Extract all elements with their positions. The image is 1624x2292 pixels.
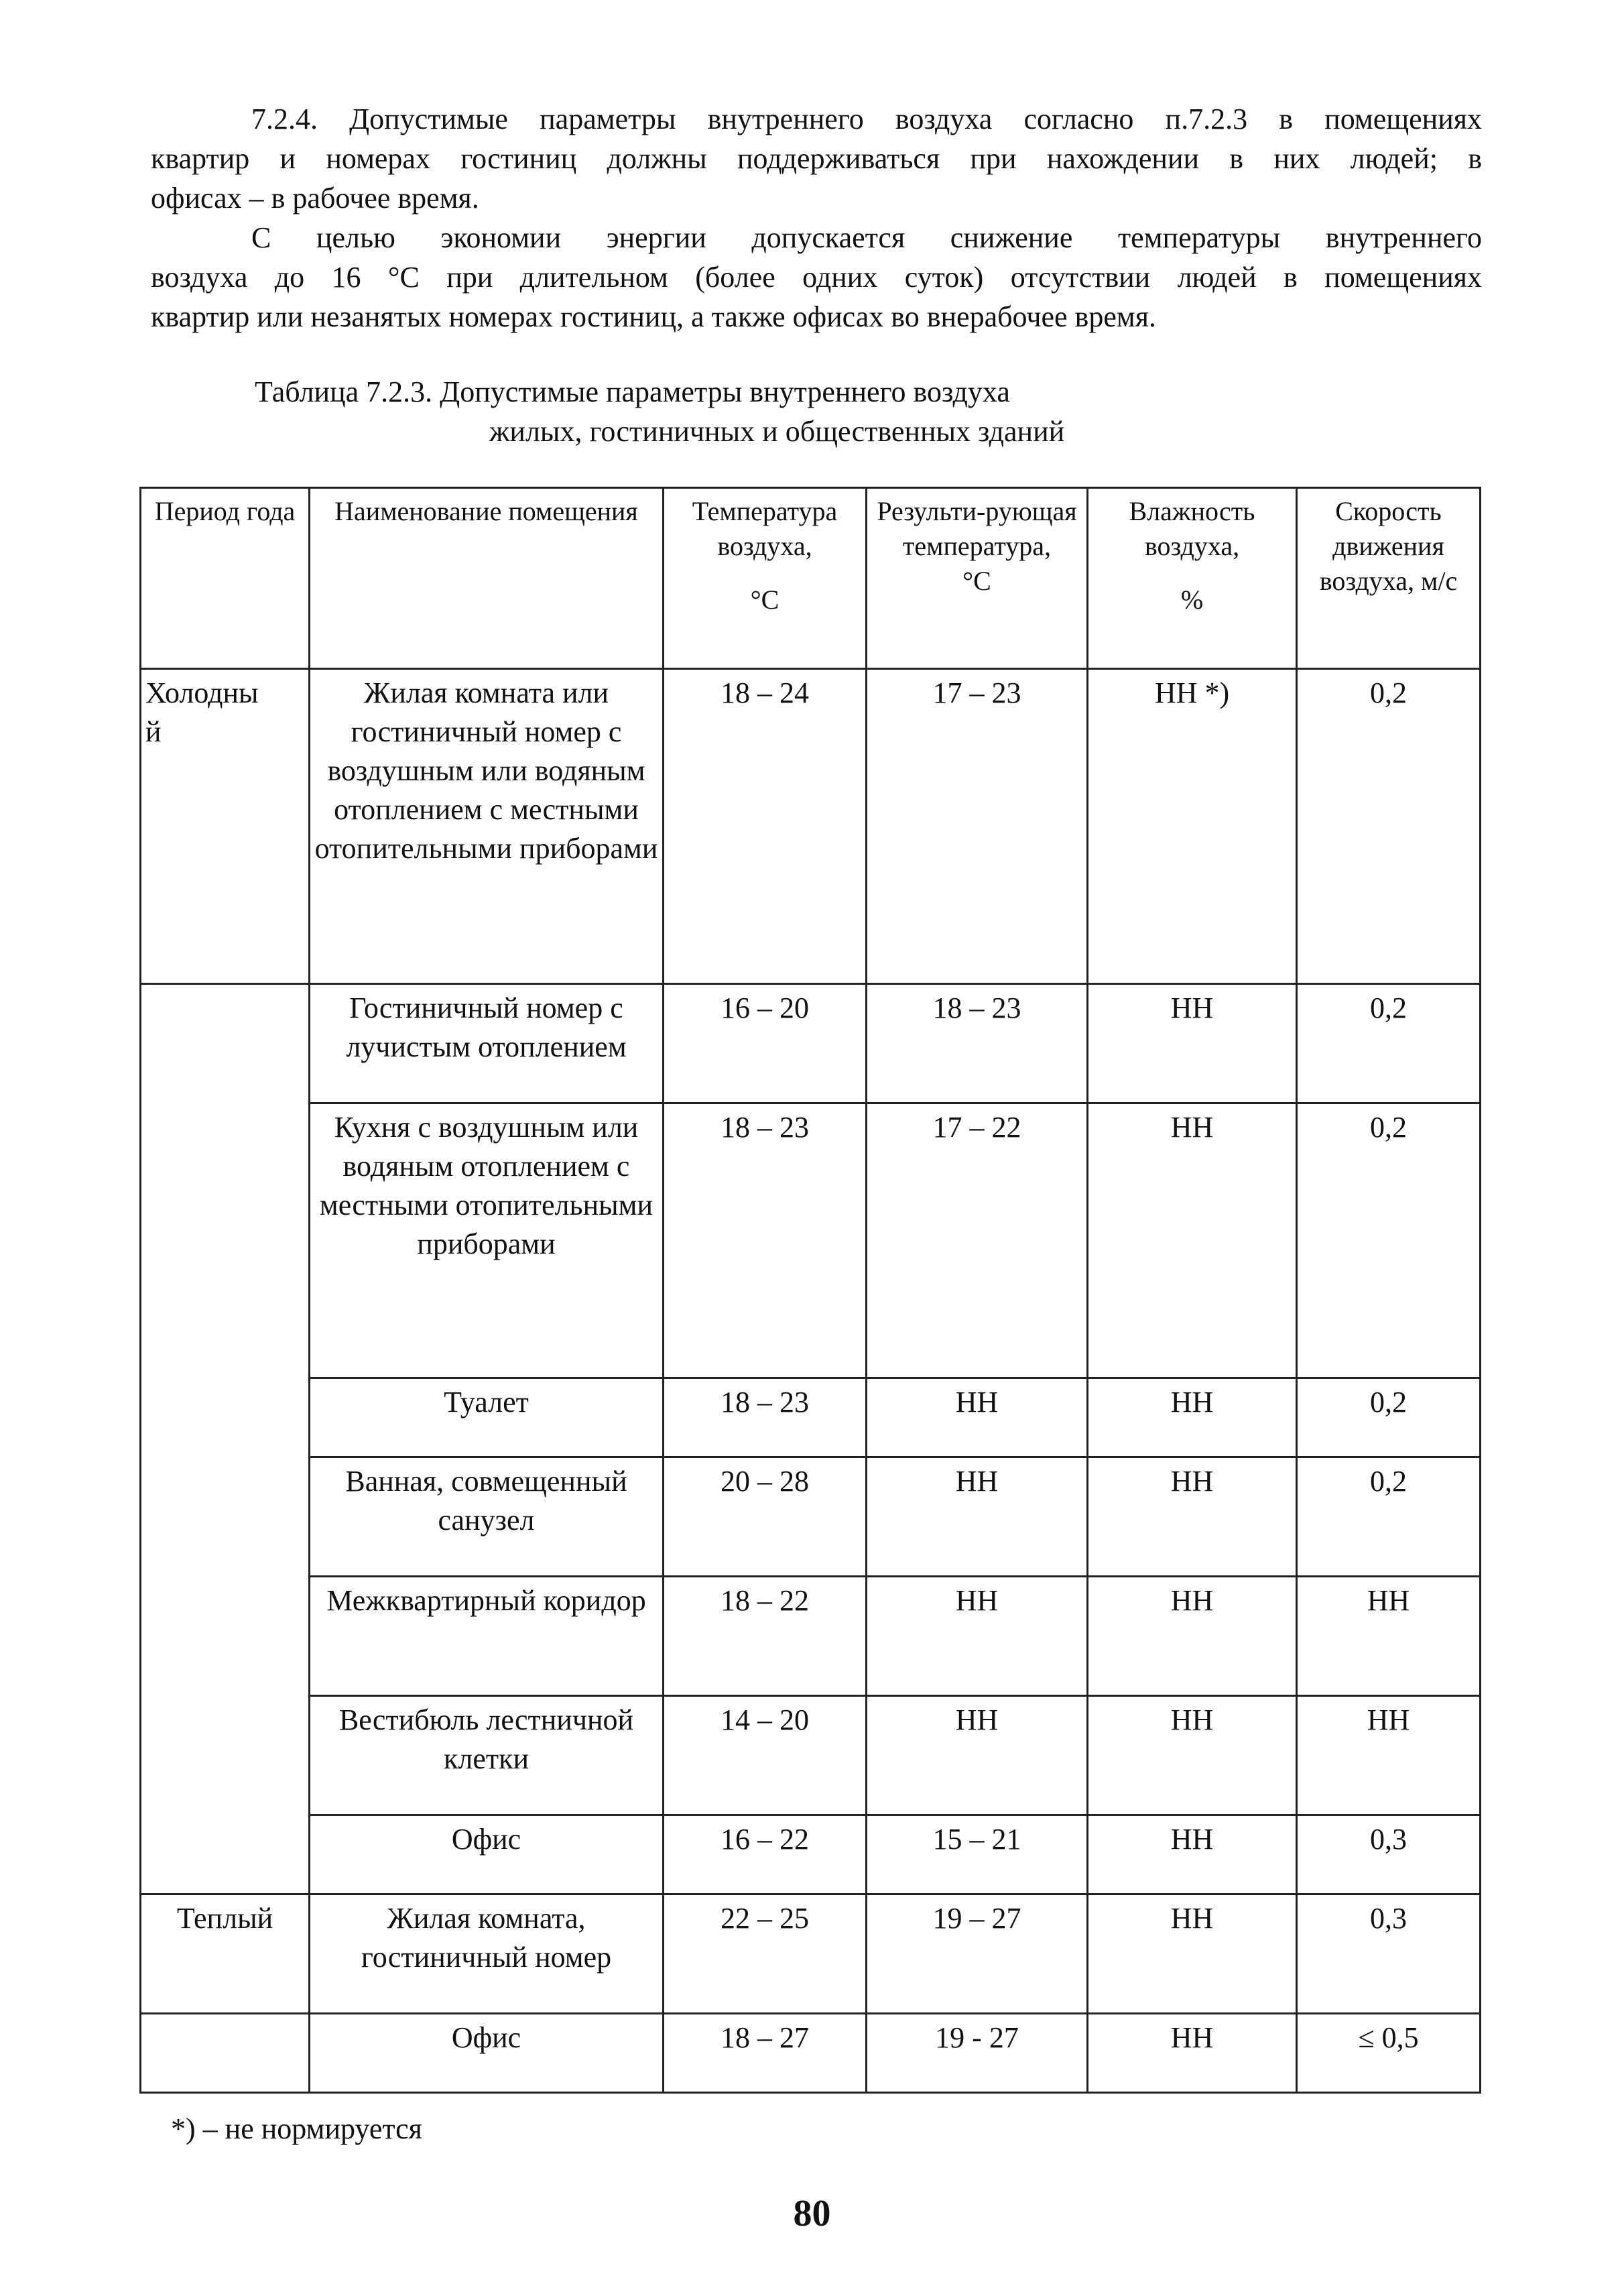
header-result-temp-label: Результи-рующая температура, xyxy=(877,496,1077,561)
cell-air-temp: 16 – 20 xyxy=(664,984,867,1103)
period-cold-cont xyxy=(141,984,310,1103)
cell-room: Жилая комната или гостиничный номер с воздушным или водяным отоплением с местными отопительными приборами xyxy=(310,669,664,984)
paragraph-line: С целью экономии энергии допускается снижение температуры внутреннего xyxy=(251,221,1482,254)
period-warm-end xyxy=(141,2014,310,2093)
cell-room: Вестибюль лестничной клетки xyxy=(310,1696,664,1815)
cell-room: Ванная, совмещенный санузел xyxy=(310,1457,664,1577)
period-cold-cont xyxy=(141,1577,310,1696)
cell-air-temp: 16 – 22 xyxy=(664,1815,867,1894)
cell-humidity: НН xyxy=(1088,1457,1297,1577)
table-caption-title: Таблица 7.2.3. Допустимые параметры внутреннего воздуха xyxy=(255,375,1010,408)
cell-air-temp: 14 – 20 xyxy=(664,1696,867,1815)
paragraph-line: квартир или незанятых номерах гостиниц, а также офисах во внерабочее время. xyxy=(151,300,1156,333)
cell-speed: 0,2 xyxy=(1297,1103,1481,1378)
table-row xyxy=(141,1457,1481,1577)
table-footnote: *) – не нормируется xyxy=(171,2112,422,2145)
table-caption-subtitle: жилых, гостиничных и общественных зданий xyxy=(489,415,1065,448)
header-room: Наименование помещения xyxy=(310,488,664,669)
cell-speed: ≤ 0,5 xyxy=(1297,2014,1481,2093)
period-cold-cont xyxy=(141,1696,310,1815)
cell-air-temp: 18 – 24 xyxy=(664,669,867,984)
cell-humidity: НН xyxy=(1088,1696,1297,1815)
cell-humidity: НН xyxy=(1088,1815,1297,1894)
cell-humidity: НН xyxy=(1088,1894,1297,2014)
paragraph-line: офисах – в рабочее время. xyxy=(151,182,479,215)
header-humidity-unit: % xyxy=(1180,585,1204,615)
table-caption xyxy=(255,372,1064,451)
cell-humidity: НН xyxy=(1088,1378,1297,1457)
cell-humidity: НН xyxy=(1088,1103,1297,1378)
table-header-row xyxy=(141,488,1481,669)
cell-air-temp: 20 – 28 xyxy=(664,1457,867,1577)
cell-humidity: НН xyxy=(1088,1577,1297,1696)
cell-room: Туалет xyxy=(310,1378,664,1457)
cell-room: Кухня с воздушным или водяным отоплением с местными отопительными приборами xyxy=(310,1103,664,1378)
paragraph-line: 7.2.4. Допустимые параметры внутреннего воздуха согласно п.7.2.3 в помещениях xyxy=(251,103,1482,135)
page-number: 80 xyxy=(793,2193,831,2234)
header-result-temp xyxy=(867,488,1088,669)
cell-room: Гостиничный номер с лучистым отоплением xyxy=(310,984,664,1103)
header-humidity xyxy=(1088,488,1297,669)
cell-result-temp: 19 – 27 xyxy=(867,1894,1088,2014)
cell-speed: 0,3 xyxy=(1297,1894,1481,2014)
cell-humidity: НН *) xyxy=(1088,669,1297,984)
paragraph-7-2-4 xyxy=(151,99,1482,218)
cell-speed: 0,2 xyxy=(1297,1457,1481,1577)
cell-result-temp: 15 – 21 xyxy=(867,1815,1088,1894)
cell-result-temp: 19 - 27 xyxy=(867,2014,1088,2093)
period-cold-line1: Холодны xyxy=(145,676,259,709)
cell-speed: 0,2 xyxy=(1297,1378,1481,1457)
period-warm xyxy=(141,1894,310,2014)
period-cold-end xyxy=(141,1815,310,1894)
table-row xyxy=(141,1378,1481,1457)
cell-result-temp: 17 – 23 xyxy=(867,669,1088,984)
cell-result-temp: 18 – 23 xyxy=(867,984,1088,1103)
header-humidity-label: Влажность воздуха, xyxy=(1129,496,1255,561)
cell-room: Межквартирный коридор xyxy=(310,1577,664,1696)
cell-room: Офис xyxy=(310,1815,664,1894)
cell-room: Офис xyxy=(310,2014,664,2093)
header-speed: Скорость движения воздуха, м/с xyxy=(1297,488,1481,669)
cell-air-temp: 18 – 23 xyxy=(664,1378,867,1457)
cell-speed: НН xyxy=(1297,1577,1481,1696)
cell-result-temp: 17 – 22 xyxy=(867,1103,1088,1378)
period-cold-cont xyxy=(141,1457,310,1577)
table-row xyxy=(141,1696,1481,1815)
table-row xyxy=(141,1577,1481,1696)
period-warm-label: Теплый xyxy=(176,1902,273,1935)
header-air-temp-label: Температура воздуха, xyxy=(692,496,838,561)
header-air-temp-unit: °С xyxy=(750,585,779,615)
cell-air-temp: 22 – 25 xyxy=(664,1894,867,2014)
cell-humidity: НН xyxy=(1088,984,1297,1103)
period-cold xyxy=(141,669,310,984)
cell-room: Жилая комната, гостиничный номер xyxy=(310,1894,664,2014)
table-row xyxy=(141,1103,1481,1378)
table-row xyxy=(141,984,1481,1103)
period-cold-line2: й xyxy=(145,715,162,748)
cell-speed: 0,2 xyxy=(1297,984,1481,1103)
paragraph-line: воздуха до 16 °С при длительном (более одних суток) отсутствии людей в помещениях xyxy=(151,261,1482,294)
paragraph-line: квартир и номерах гостиниц должны поддерживаться при нахождении в них людей; в xyxy=(151,142,1482,175)
cell-result-temp: НН xyxy=(867,1378,1088,1457)
header-air-temp xyxy=(664,488,867,669)
paragraph-energy-saving xyxy=(151,218,1482,337)
period-cold-cont xyxy=(141,1378,310,1457)
cell-air-temp: 18 – 22 xyxy=(664,1577,867,1696)
period-cold-cont xyxy=(141,1103,310,1378)
header-period: Период года xyxy=(141,488,310,669)
air-parameters-table xyxy=(139,487,1481,2094)
cell-air-temp: 18 – 27 xyxy=(664,2014,867,2093)
cell-speed: НН xyxy=(1297,1696,1481,1815)
cell-air-temp: 18 – 23 xyxy=(664,1103,867,1378)
header-result-temp-unit: °С xyxy=(962,566,991,596)
cell-result-temp: НН xyxy=(867,1696,1088,1815)
table-row xyxy=(141,2014,1481,2093)
cell-speed: 0,3 xyxy=(1297,1815,1481,1894)
cell-humidity: НН xyxy=(1088,2014,1297,2093)
table-row xyxy=(141,1894,1481,2014)
cell-result-temp: НН xyxy=(867,1577,1088,1696)
table-row xyxy=(141,1815,1481,1894)
table-row xyxy=(141,669,1481,984)
cell-result-temp: НН xyxy=(867,1457,1088,1577)
cell-speed: 0,2 xyxy=(1297,669,1481,984)
